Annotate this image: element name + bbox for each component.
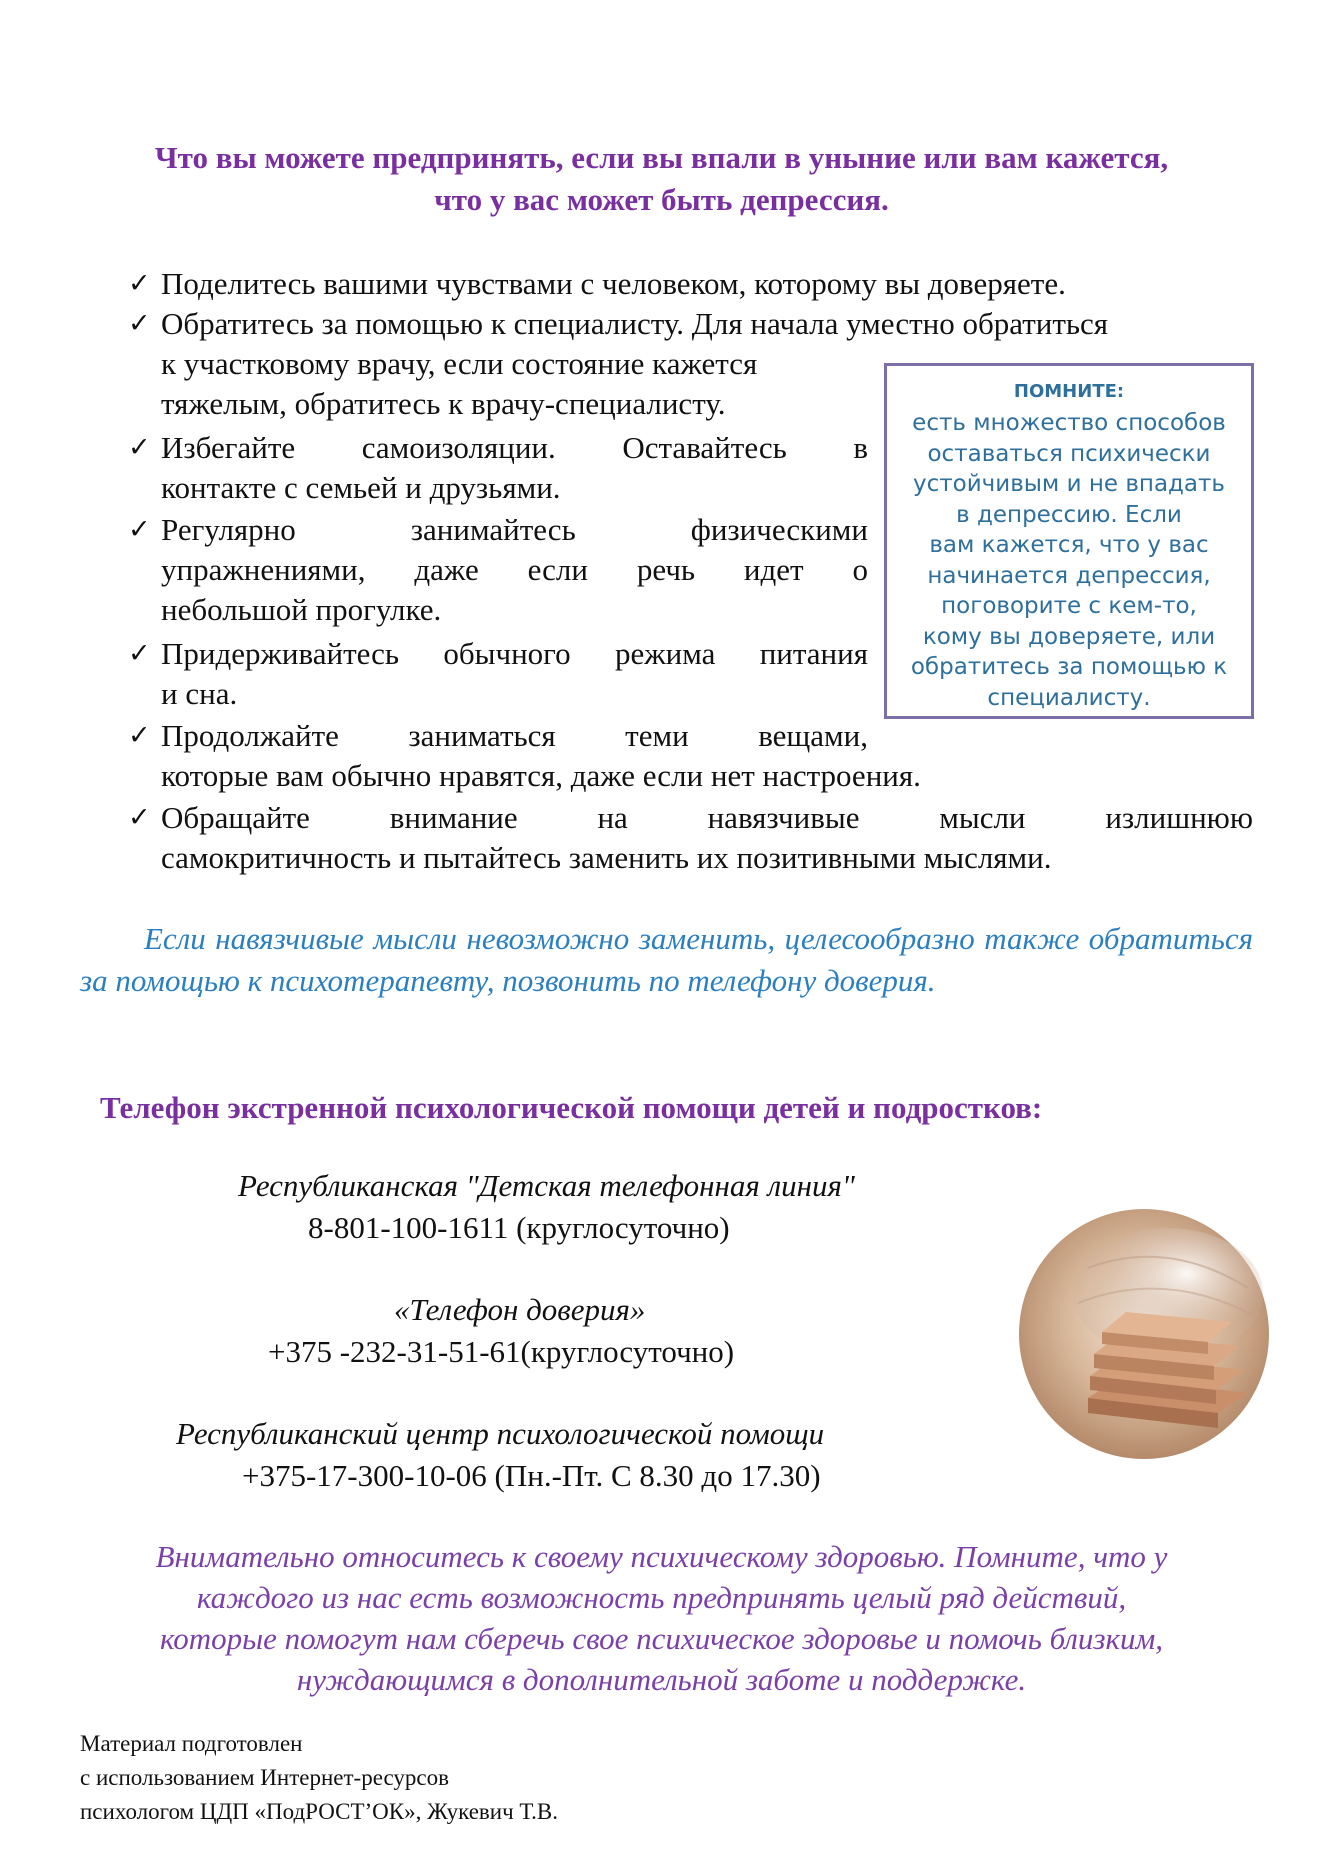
callout-line: кому вы доверяете, или — [922, 623, 1216, 650]
tip-text: Поделитесь вашими чувствами с человеком, которому вы доверяете. — [161, 266, 1066, 301]
callout-heading: ПОМНИТЕ: — [1013, 381, 1125, 402]
tip-text: Избегайте самоизоляции. Оставайтесь в — [161, 430, 868, 465]
service-childrens-line-number: 8-801-100-1611 (круглосуточно) — [308, 1210, 730, 1245]
tip-intrusive-thoughts-line-2: самокритичность и пытайтесь заменить их позитивными мыслями. — [161, 840, 1052, 875]
footer-line-3: психологом ЦДП «ПодРОСТ’ОК», Жукевич Т.В. — [80, 1799, 558, 1824]
remember-callout — [884, 363, 1254, 719]
tip-routine-line-2: и сна. — [161, 676, 238, 711]
checkmark-icon: ✓ — [128, 802, 151, 833]
checkmark-icon: ✓ — [128, 638, 151, 669]
callout-line: обратитесь за помощью к — [910, 654, 1228, 680]
checkmark-icon: ✓ — [128, 308, 151, 339]
callout-body — [887, 408, 1251, 713]
checkmark-icon: ✓ — [128, 432, 151, 463]
service-trust-phone-number: +375 -232-31-51-61(круглосуточно) — [268, 1334, 735, 1369]
closing-line-3: которые помогут нам сберечь свое психическое здоровье и помочь близким, — [159, 1621, 1164, 1656]
tip-avoid-isolation-line-2: контакте с семьей и друзьями. — [161, 470, 561, 505]
service-childrens-line-name: Республиканская "Детская телефонная линия" — [238, 1168, 855, 1203]
closing-message — [70, 1536, 1253, 1700]
title-line-2: что у вас может быть депрессия. — [434, 182, 889, 217]
tip-exercise-line-2: упражнениями, даже если речь идет о — [161, 552, 868, 587]
callout-line: устойчивым и не впадать — [913, 471, 1225, 497]
callout-line: начинается депрессия, — [927, 562, 1211, 589]
service-center-number: +375-17-300-10-06 (Пн.-Пт. С 8.30 до 17.30) — [242, 1458, 821, 1493]
tip-keep-doing-line-2: которые вам обычно нравятся, даже если нет настроения. — [161, 758, 921, 793]
callout-line: вам кажется, что у вас — [929, 532, 1209, 558]
callout-line: есть множество способов — [912, 410, 1226, 436]
callout-line: поговорите с кем-то, — [941, 593, 1197, 619]
checkmark-icon: ✓ — [128, 720, 151, 751]
callout-line: специалисту. — [987, 684, 1151, 711]
footer-line-1: Материал подготовлен — [80, 1731, 303, 1756]
phones-heading: Телефон экстренной психологической помощи детей и подростков: — [100, 1090, 1043, 1125]
callout-line: оставаться психически — [927, 440, 1211, 467]
footer-line-2: с использованием Интернет-ресурсов — [80, 1765, 449, 1790]
service-center-name: Республиканский центр психологической помощи — [176, 1416, 825, 1451]
tip-text: Продолжайте заниматься теми вещами, — [161, 718, 868, 753]
tip-text: Обратитесь за помощью к специалисту. Для начала уместно обратиться — [161, 306, 1109, 341]
tip-text: Обращайте внимание на навязчивые мысли излишнюю — [161, 800, 1253, 835]
books-illustration — [1018, 1208, 1270, 1460]
tip-text: Регулярно занимайтесь физическими — [161, 512, 868, 547]
page-title — [70, 137, 1253, 221]
author-footer — [80, 1727, 558, 1829]
title-line-1: Что вы можете предпринять, если вы впали в уныние или вам кажется, — [154, 140, 1169, 175]
psychotherapist-note: Если навязчивые мысли невозможно заменить, целесообразно также обратиться за помощью к психотерапевту, позвонить по телефону доверия. — [80, 921, 1253, 998]
checkmark-icon: ✓ — [128, 514, 151, 545]
closing-line-2: каждого из нас есть возможность предпринять целый ряд действий, — [196, 1580, 1127, 1615]
tip-exercise-line-3: небольшой прогулке. — [161, 592, 442, 627]
callout-line: в депрессию. Если — [956, 501, 1182, 528]
tip-seek-specialist-line-2: к участковому врачу, если состояние кажется — [161, 346, 758, 381]
closing-line-1: Внимательно относитесь к своему психическому здоровью. Помните, что у — [155, 1539, 1168, 1574]
tip-text: Придерживайтесь обычного режима питания — [161, 636, 868, 671]
checkmark-icon: ✓ — [128, 268, 151, 299]
service-trust-phone-name: «Телефон доверия» — [394, 1292, 646, 1327]
closing-line-4: нуждающимся в дополнительной заботе и поддержке. — [296, 1662, 1027, 1697]
tip-seek-specialist-line-3: тяжелым, обратитесь к врачу-специалисту. — [161, 386, 726, 421]
